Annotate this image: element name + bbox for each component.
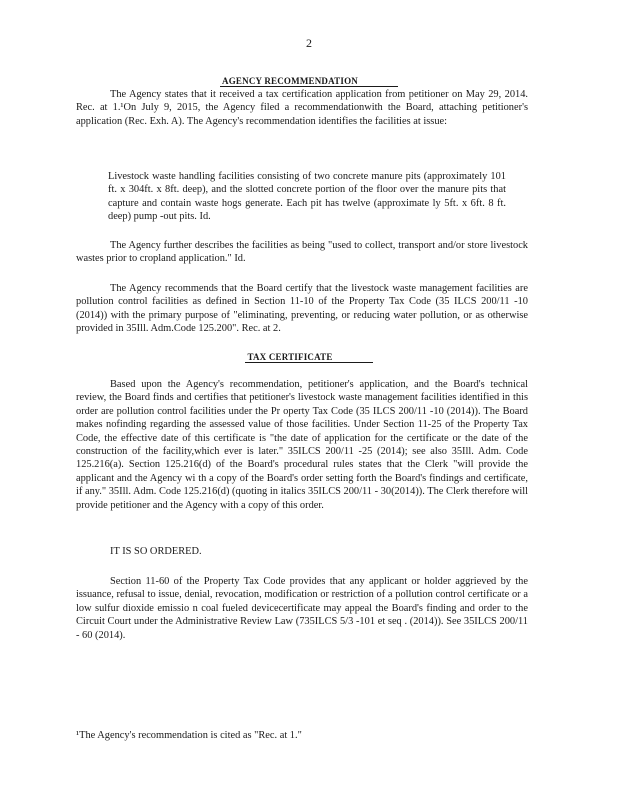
paragraph-agency-received: The Agency states that it received a tax certification application from petitioner on May 29, 2014. Rec. at 1.¹On July 9, 2015, the Agency filed a recommendationwith the Board, attaching petitioner's application (Rec. Exh. A). The Agency's recommendation identifies the facilities at issue: [76, 89, 528, 127]
footnote: ¹The Agency's recommendation is cited as "Rec. at 1." [76, 730, 302, 741]
paragraph-appeal-rights: Section 11-60 of the Property Tax Code provides that any applicant or holder aggrieved by the issuance, refusal to issue, denial, revocation, modification or restriction of a pollution control certificate or a low sulfur dioxide emissio n coal fueled devicecertificate may appeal the Board's finding and order to the Circuit Court under the Administrative Review Law (735ILCS 5/3 -101 et seq . (2014)). See 35ILCS 200/11 - 60 (2014). [76, 576, 528, 641]
facility-description-quote: Livestock waste handling facilities consisting of two concrete manure pits (approximately 101 ft. x 304ft. x 8ft. deep), and the slotted concrete portion of the floor over the manure pits that capture and contain waste hogs generate. Each pit has twelve (approximate ly 5ft. x 6ft. 8 ft. deep) pump -out pits. Id. [108, 171, 506, 223]
paragraph-board-finds: Based upon the Agency's recommendation, petitioner's application, and the Board's technical review, the Board finds and certifies that petitioner's livestock waste management facilities identified in this order are pollution control facilities under the Pr operty Tax Code (35 ILCS 200/11 -10 (2014)). The Board makes nofinding regarding the assessed value of those facilities. Under Section 11-25 of the Property Tax Code, the effective date of this certificate is "the date of application for the certificate or the date of the construction of the facility,which ever is later." 35ILCS 200/11 -25 (2014); see also 35Ill. Adm. Code 125.216(a). Section 125.216(d) of the Board's procedural rules states that the Clerk "will provide the applicant and the Agency wi th a copy of the Board's order setting forth the Board's findings and certificate, if any." 35Ill. Adm. Code 125.216(d) (quoting in italics 35ILCS 200/11 - 30(2014)). The Clerk therefore will provide petitioner and the Agency with a copy of this order. [76, 379, 528, 511]
so-ordered-line: IT IS SO ORDERED. [110, 546, 202, 557]
tax-certificate-heading-text: TAX CERTIFICATE [245, 352, 372, 363]
agency-recommendation-heading [0, 76, 618, 87]
agency-recommendation-heading-text: AGENCY RECOMMENDATION [220, 76, 398, 87]
paragraph-agency-describes: The Agency further describes the facilities as being "used to collect, transport and/or store livestock wastes prior to cropland application." Id. [76, 240, 528, 265]
page-number: 2 [306, 36, 312, 50]
paragraph-agency-recommends: The Agency recommends that the Board certify that the livestock waste management facilities are pollution control facilities as defined in Section 11-10 of the Property Tax Code (35 ILCS 200/11 -10 (2014)) with the primary purpose of "eliminating, preventing, or reducing water pollution, or as otherwise provided in 35Ill. Adm.Code 125.200". Rec. at 2. [76, 283, 528, 335]
tax-certificate-heading [0, 352, 618, 363]
